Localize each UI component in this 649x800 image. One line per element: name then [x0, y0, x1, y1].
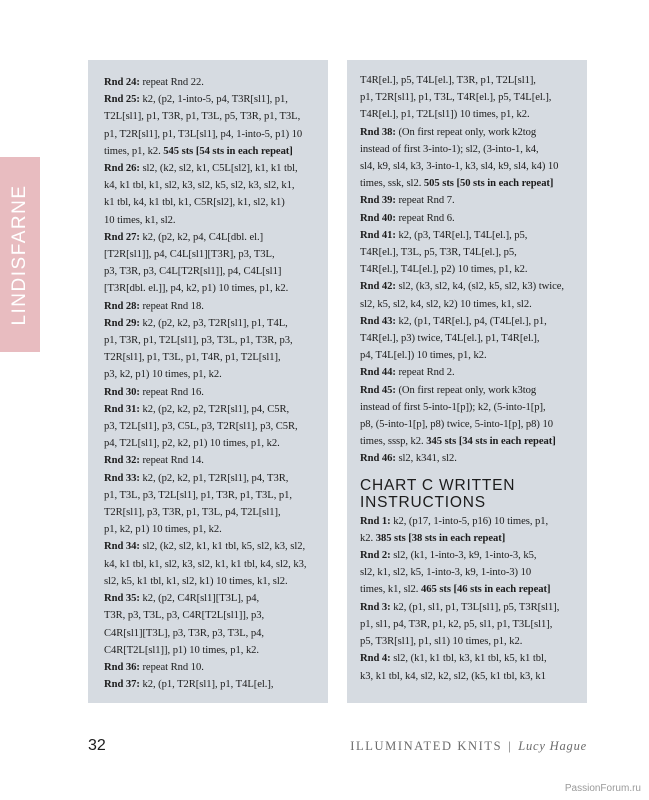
instruction-text: p4, T2L[sl1], p2, k2, p1) 10 times, p1, k2.	[104, 438, 280, 450]
instruction-text: p4, T4L[el.]) 10 times, p1, k2.	[360, 350, 487, 362]
round-label: Rnd 45:	[360, 384, 396, 396]
stitch-count: 345 sts [34 sts in each repeat]	[426, 436, 556, 448]
instruction-line	[104, 332, 320, 349]
instruction-line	[104, 452, 320, 469]
round-label: Rnd 44:	[360, 367, 396, 379]
instruction-text: p5, T3R[sl1], p1, sl1) 10 times, p1, k2.	[360, 636, 523, 648]
instruction-line	[104, 470, 320, 487]
stitch-count: 505 sts [50 sts in each repeat]	[423, 178, 554, 190]
instruction-line	[360, 141, 579, 158]
round-label: Rnd 36:	[104, 661, 140, 673]
book-title: ILLUMINATED KNITS	[350, 739, 503, 753]
instruction-text: k3, k1 tbl, k4, sl2, k2, sl2, (k5, k1 tbl, k3, k1	[360, 670, 546, 682]
chart-c-instructions	[360, 513, 579, 685]
instruction-text: times, sssp, k2.	[360, 436, 427, 448]
instruction-text: instead of first 3-into-1); sl2, (3-into-1, k4,	[360, 143, 539, 155]
instruction-line	[360, 599, 579, 616]
instruction-text: sl2, k5, k1 tbl, k1, sl2, k1) 10 times, k1, sl2.	[104, 575, 288, 587]
round-label: Rnd 27:	[104, 231, 140, 243]
page-footer	[0, 737, 649, 761]
instruction-text: k4, k1 tbl, k1, sl2, k3, sl2, k1, k1 tbl, k4, sl2, k3,	[104, 558, 307, 570]
instruction-text: [T3R[dbl. el.]], p4, k2, p1) 10 times, p1, k2.	[104, 283, 289, 295]
instruction-text: T2R[sl1], p3, T3R, p1, T3L, p4, T2L[sl1],	[104, 507, 281, 519]
instruction-text: T2L[sl1], p1, T3R, p1, T3L, p5, T3R, p1, T3L,	[104, 111, 301, 123]
instruction-line	[104, 538, 320, 555]
round-label: Rnd 34:	[104, 541, 140, 553]
instruction-text: p1, T3L, p3, T2L[sl1], p1, T3R, p1, T3L, p1,	[104, 489, 292, 501]
instruction-line	[104, 91, 320, 108]
round-label: Rnd 37:	[104, 679, 140, 691]
instruction-line	[360, 668, 579, 685]
instruction-line	[360, 192, 579, 209]
instruction-text: times, k1, sl2.	[360, 584, 421, 596]
instruction-text: [T2R[sl1]], p4, C4L[sl1][T3R], p3, T3L,	[104, 249, 275, 261]
instructions-panel-right	[347, 60, 587, 703]
chart-c-heading-line-2: INSTRUCTIONS	[360, 493, 486, 511]
instruction-text: k2, (p2, k2, p3, T2R[sl1], p1, T4L,	[139, 317, 288, 329]
instruction-line	[104, 625, 320, 642]
instruction-text: p1, k2, p1) 10 times, p1, k2.	[104, 524, 222, 536]
instruction-line	[104, 229, 320, 246]
round-label: Rnd 30:	[104, 386, 140, 398]
instruction-text: T3R, p3, T3L, p3, C4R[T2L[sl1]], p3,	[104, 610, 265, 622]
round-label: Rnd 35:	[104, 593, 140, 605]
instruction-line	[104, 160, 320, 177]
instruction-line	[360, 513, 579, 530]
author-name: Lucy Hague	[518, 739, 587, 753]
instruction-line	[104, 315, 320, 332]
instruction-line	[104, 280, 320, 297]
instruction-text: times, ssk, sl2.	[360, 178, 424, 190]
instruction-text: T2R[sl1], p1, T3L, p1, T4R, p1, T2L[sl1],	[104, 352, 281, 364]
instruction-text: repeat Rnd 2.	[395, 367, 455, 379]
instruction-line	[360, 650, 579, 667]
round-label: Rnd 46:	[360, 453, 396, 465]
instruction-text: sl2, (k3, sl2, k4, (sl2, k5, sl2, k3) twice,	[395, 281, 564, 293]
instruction-text: repeat Rnd 16.	[139, 386, 204, 398]
instruction-line	[104, 74, 320, 91]
instruction-text: k4, k1 tbl, k1, sl2, k3, sl2, k5, sl2, k3, sl2, k1,	[104, 180, 295, 192]
instruction-line	[104, 194, 320, 211]
instruction-text: k2, (p1, sl1, p1, T3L[sl1], p5, T3R[sl1],	[390, 601, 560, 613]
instruction-line	[104, 349, 320, 366]
stitch-count: 545 sts [54 sts in each repeat]	[163, 145, 293, 157]
chart-b-continued	[360, 72, 579, 468]
round-label: Rnd 38:	[360, 126, 396, 138]
instruction-text: k2.	[360, 532, 376, 544]
instruction-text: C4R[T2L[sl1]], p1) 10 times, p1, k2.	[104, 644, 260, 656]
instruction-line	[104, 607, 320, 624]
instruction-text: sl2, k5, sl2, k4, sl2, k2) 10 times, k1, sl2.	[360, 298, 532, 310]
instruction-line	[104, 126, 320, 143]
instruction-text: sl2, (k2, sl2, k1, C5L[sl2], k1, k1 tbl,	[139, 163, 298, 175]
instruction-line	[360, 633, 579, 650]
instruction-text: p3, T2L[sl1], p3, C5L, p3, T2R[sl1], p3, C5R,	[104, 421, 298, 433]
instruction-line	[360, 616, 579, 633]
instruction-text: p1, T3R, p1, T2L[sl1], p3, T3L, p1, T3R, p3,	[104, 335, 293, 347]
watermark: PassionForum.ru	[564, 783, 641, 794]
chart-c-heading-line-1: CHART C WRITTEN	[360, 476, 516, 494]
instruction-line	[360, 564, 579, 581]
stitch-count: 465 sts [46 sts in each repeat]	[421, 584, 551, 596]
chart-c-heading	[360, 477, 579, 511]
instruction-line	[104, 435, 320, 452]
instruction-line	[104, 676, 320, 693]
instruction-line	[360, 244, 579, 261]
instruction-text: instead of first 5-into-1[p]); k2, (5-into-1[p],	[360, 401, 546, 413]
instruction-text: T4R[el.], T4L[el.], p2) 10 times, p1, k2.	[360, 264, 528, 276]
running-head-separator: |	[508, 739, 513, 753]
instruction-text: sl4, k9, sl4, k3, 3-into-1, k3, sl4, k9, sl4, k4) 10	[360, 161, 559, 173]
instruction-line	[360, 313, 579, 330]
round-label: Rnd 33:	[104, 472, 140, 484]
round-label: Rnd 3:	[360, 601, 391, 613]
round-label: Rnd 2:	[360, 550, 391, 562]
instruction-text: repeat Rnd 14.	[139, 455, 204, 467]
section-tab	[0, 157, 40, 352]
instruction-line	[104, 246, 320, 263]
instruction-text: sl2, k341, sl2.	[395, 453, 457, 465]
instruction-line	[360, 416, 579, 433]
instruction-line	[360, 124, 579, 141]
running-head	[350, 739, 587, 754]
instruction-text: T4R[el.], p3) twice, T4L[el.], p1, T4R[el.],	[360, 333, 540, 345]
instruction-line	[360, 72, 579, 89]
instruction-line	[104, 642, 320, 659]
round-label: Rnd 40:	[360, 212, 396, 224]
instruction-text: T4R[el.], T3L, p5, T3R, T4L[el.], p5,	[360, 247, 517, 259]
instruction-text: repeat Rnd 18.	[139, 300, 204, 312]
instruction-text: k2, (p1, T4R[el.], p4, (T4L[el.], p1,	[395, 315, 547, 327]
instruction-line	[360, 399, 579, 416]
instruction-line	[104, 659, 320, 676]
instruction-text: k2, (p3, T4R[el.], T4L[el.], p5,	[395, 229, 528, 241]
instruction-line	[360, 547, 579, 564]
instruction-text: p1, sl1, p4, T3R, p1, k2, p5, sl1, p1, T3L[sl1],	[360, 618, 553, 630]
round-label: Rnd 28:	[104, 300, 140, 312]
round-label: Rnd 32:	[104, 455, 140, 467]
instruction-line	[104, 366, 320, 383]
instruction-text: p3, k2, p1) 10 times, p1, k2.	[104, 369, 222, 381]
round-label: Rnd 39:	[360, 195, 396, 207]
instruction-text: repeat Rnd 6.	[395, 212, 455, 224]
instruction-text: k2, (p1, T2R[sl1], p1, T4L[el.],	[139, 679, 274, 691]
instruction-text: k2, (p2, k2, p2, T2R[sl1], p4, C5R,	[139, 403, 290, 415]
instruction-line	[104, 504, 320, 521]
instruction-text: p8, (5-into-1[p], p8) twice, 5-into-1[p], p8) 10	[360, 419, 553, 431]
instruction-line	[104, 556, 320, 573]
instruction-line	[104, 212, 320, 229]
round-label: Rnd 43:	[360, 315, 396, 327]
round-label: Rnd 4:	[360, 653, 391, 665]
instruction-line	[360, 296, 579, 313]
instruction-text: sl2, (k2, sl2, k1, k1 tbl, k5, sl2, k3, sl2,	[139, 541, 306, 553]
round-label: Rnd 26:	[104, 163, 140, 175]
instruction-line	[360, 261, 579, 278]
instruction-line	[360, 158, 579, 175]
instruction-line	[360, 330, 579, 347]
instruction-text: repeat Rnd 22.	[139, 77, 204, 88]
round-label: Rnd 42:	[360, 281, 396, 293]
instruction-line	[104, 298, 320, 315]
instruction-line	[360, 227, 579, 244]
instruction-line	[104, 263, 320, 280]
section-tab-label: LINDISFARNE	[9, 183, 30, 326]
instruction-line	[360, 433, 579, 450]
round-label: Rnd 31:	[104, 403, 140, 415]
instruction-text: repeat Rnd 10.	[139, 661, 204, 673]
instruction-line	[104, 384, 320, 401]
instruction-text: 10 times, k1, sl2.	[104, 214, 176, 226]
round-label: Rnd 1:	[360, 515, 391, 527]
instruction-text: sl2, k1, sl2, k5, 1-into-3, k9, 1-into-3) 10	[360, 567, 532, 579]
instruction-line	[104, 401, 320, 418]
instruction-line	[360, 347, 579, 364]
instruction-line	[104, 108, 320, 125]
instruction-line	[104, 521, 320, 538]
instruction-line	[104, 590, 320, 607]
instruction-text: T4R[el.], p5, T4L[el.], T3R, p1, T2L[sl1],	[360, 75, 536, 86]
instruction-line	[360, 382, 579, 399]
instruction-text: C4R[sl1][T3L], p3, T3R, p3, T3L, p4,	[104, 627, 264, 639]
instruction-line	[360, 89, 579, 106]
round-label: Rnd 25:	[104, 94, 140, 106]
page-number: 32	[88, 737, 106, 754]
stitch-count: 385 sts [38 sts in each repeat]	[375, 532, 506, 544]
instruction-line	[360, 581, 579, 598]
instruction-line	[104, 487, 320, 504]
instruction-line	[360, 364, 579, 381]
instruction-line	[360, 278, 579, 295]
instruction-line	[104, 418, 320, 435]
instruction-line	[360, 175, 579, 192]
instruction-text: repeat Rnd 7.	[395, 195, 455, 207]
instruction-text: (On first repeat only, work k3tog	[395, 384, 537, 396]
round-label: Rnd 24:	[104, 77, 140, 88]
instruction-line	[104, 177, 320, 194]
instruction-text: k2, (p2, k2, p4, C4L[dbl. el.]	[139, 231, 264, 243]
instruction-line	[360, 530, 579, 547]
instruction-line	[360, 210, 579, 227]
instruction-text: p3, T3R, p3, C4L[T2R[sl1]], p4, C4L[sl1]	[104, 266, 282, 278]
instruction-line	[360, 106, 579, 123]
instruction-text: p1, T2R[sl1], p1, T3L[sl1], p4, 1-into-5, p1) 10	[104, 128, 303, 140]
instruction-text: times, p1, k2.	[104, 145, 164, 157]
instruction-text: sl2, (k1, k1 tbl, k3, k1 tbl, k5, k1 tbl,	[390, 653, 547, 665]
instruction-text: k2, (p2, C4R[sl1][T3L], p4,	[139, 593, 260, 605]
instruction-line	[104, 143, 320, 160]
instruction-text: k2, (p2, k2, p1, T2R[sl1], p4, T3R,	[139, 472, 289, 484]
instruction-text: sl2, (k1, 1-into-3, k9, 1-into-3, k5,	[390, 550, 537, 562]
instruction-line	[360, 450, 579, 467]
instruction-line	[104, 573, 320, 590]
instruction-text: k2, (p2, 1-into-5, p4, T3R[sl1], p1,	[139, 94, 288, 106]
instruction-text: p1, T2R[sl1], p1, T3L, T4R[el.], p5, T4L[el.],	[360, 92, 552, 104]
instruction-text: T4R[el.], p1, T2L[sl1]) 10 times, p1, k2.	[360, 109, 530, 121]
instruction-text: k2, (p17, 1-into-5, p16) 10 times, p1,	[390, 515, 549, 527]
round-label: Rnd 29:	[104, 317, 140, 329]
instruction-text: (On first repeat only, work k2tog	[395, 126, 537, 138]
round-label: Rnd 41:	[360, 229, 396, 241]
instruction-text: k1 tbl, k4, k1 tbl, k1, C5R[sl2], k1, sl2, k1)	[104, 197, 285, 209]
instructions-panel-left	[88, 60, 328, 703]
